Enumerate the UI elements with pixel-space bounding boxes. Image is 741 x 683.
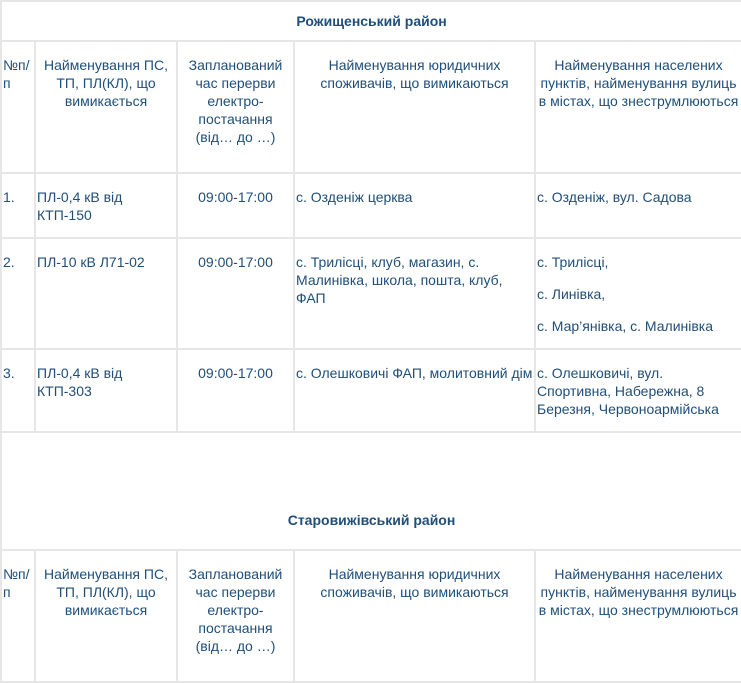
place-line: с. Мар’янівка, с. Малинівка (537, 318, 714, 334)
district-title-row (1, 511, 741, 550)
table-row (1, 238, 741, 349)
row-time: 09:00-17:00 (177, 238, 294, 349)
header-row (1, 550, 741, 682)
table-row (1, 173, 741, 238)
place-line: с. Олешковичі, вул. Спортивна, Набережна, 8 Березня, Червоноармійська (537, 365, 719, 417)
district-title: Старовижівський район (1, 511, 741, 550)
place-line: с. Озденіж, вул. Садова (537, 189, 692, 205)
row-consumers: с. Озденіж церква (294, 173, 535, 238)
header-consumers: Найменування юридичних споживачів, що вимикаються (294, 41, 535, 173)
row-object: ПЛ-0,4 кВ від КТП-303 (35, 349, 177, 432)
spacer (1, 432, 741, 511)
row-time: 09:00-17:00 (177, 349, 294, 432)
row-consumers: с. Олешковичі ФАП, молитовний дім (294, 349, 535, 432)
row-places (535, 173, 741, 238)
row-time: 09:00-17:00 (177, 173, 294, 238)
place-line: с. Линівка, (537, 286, 606, 302)
header-number: №п/п (1, 550, 35, 682)
place-line: с. Трилісці, (537, 254, 609, 270)
row-consumers: с. Трилісці, клуб, магазин, с. Малинівка, школа, пошта, клуб, ФАП (294, 238, 535, 349)
district-title-row (1, 1, 741, 41)
district-title: Рожищенський район (1, 1, 741, 41)
row-object: ПЛ-10 кВ Л71-02 (35, 238, 177, 349)
row-number: 1. (1, 173, 35, 238)
spacer-row (1, 432, 741, 511)
row-number: 2. (1, 238, 35, 349)
header-places: Найменування населених пунктів, найменування вулиць в містах, що знеструмлюються (535, 550, 741, 682)
header-row (1, 41, 741, 173)
row-number: 3. (1, 349, 35, 432)
header-time: Запланований час перерви електро-постачання (від… до …) (177, 41, 294, 173)
header-number: №п/п (1, 41, 35, 173)
header-time: Запланований час перерви електро-постачання (від… до …) (177, 550, 294, 682)
row-places (535, 238, 741, 349)
header-places: Найменування населених пунктів, найменування вулиць в містах, що знеструмлюються (535, 41, 741, 173)
header-object: Найменування ПС, ТП, ПЛ(КЛ), що вимикається (35, 41, 177, 173)
header-object: Найменування ПС, ТП, ПЛ(КЛ), що вимикається (35, 550, 177, 682)
row-places (535, 349, 741, 432)
table-row (1, 349, 741, 432)
row-object: ПЛ-0,4 кВ від КТП-150 (35, 173, 177, 238)
header-consumers: Найменування юридичних споживачів, що вимикаються (294, 550, 535, 682)
